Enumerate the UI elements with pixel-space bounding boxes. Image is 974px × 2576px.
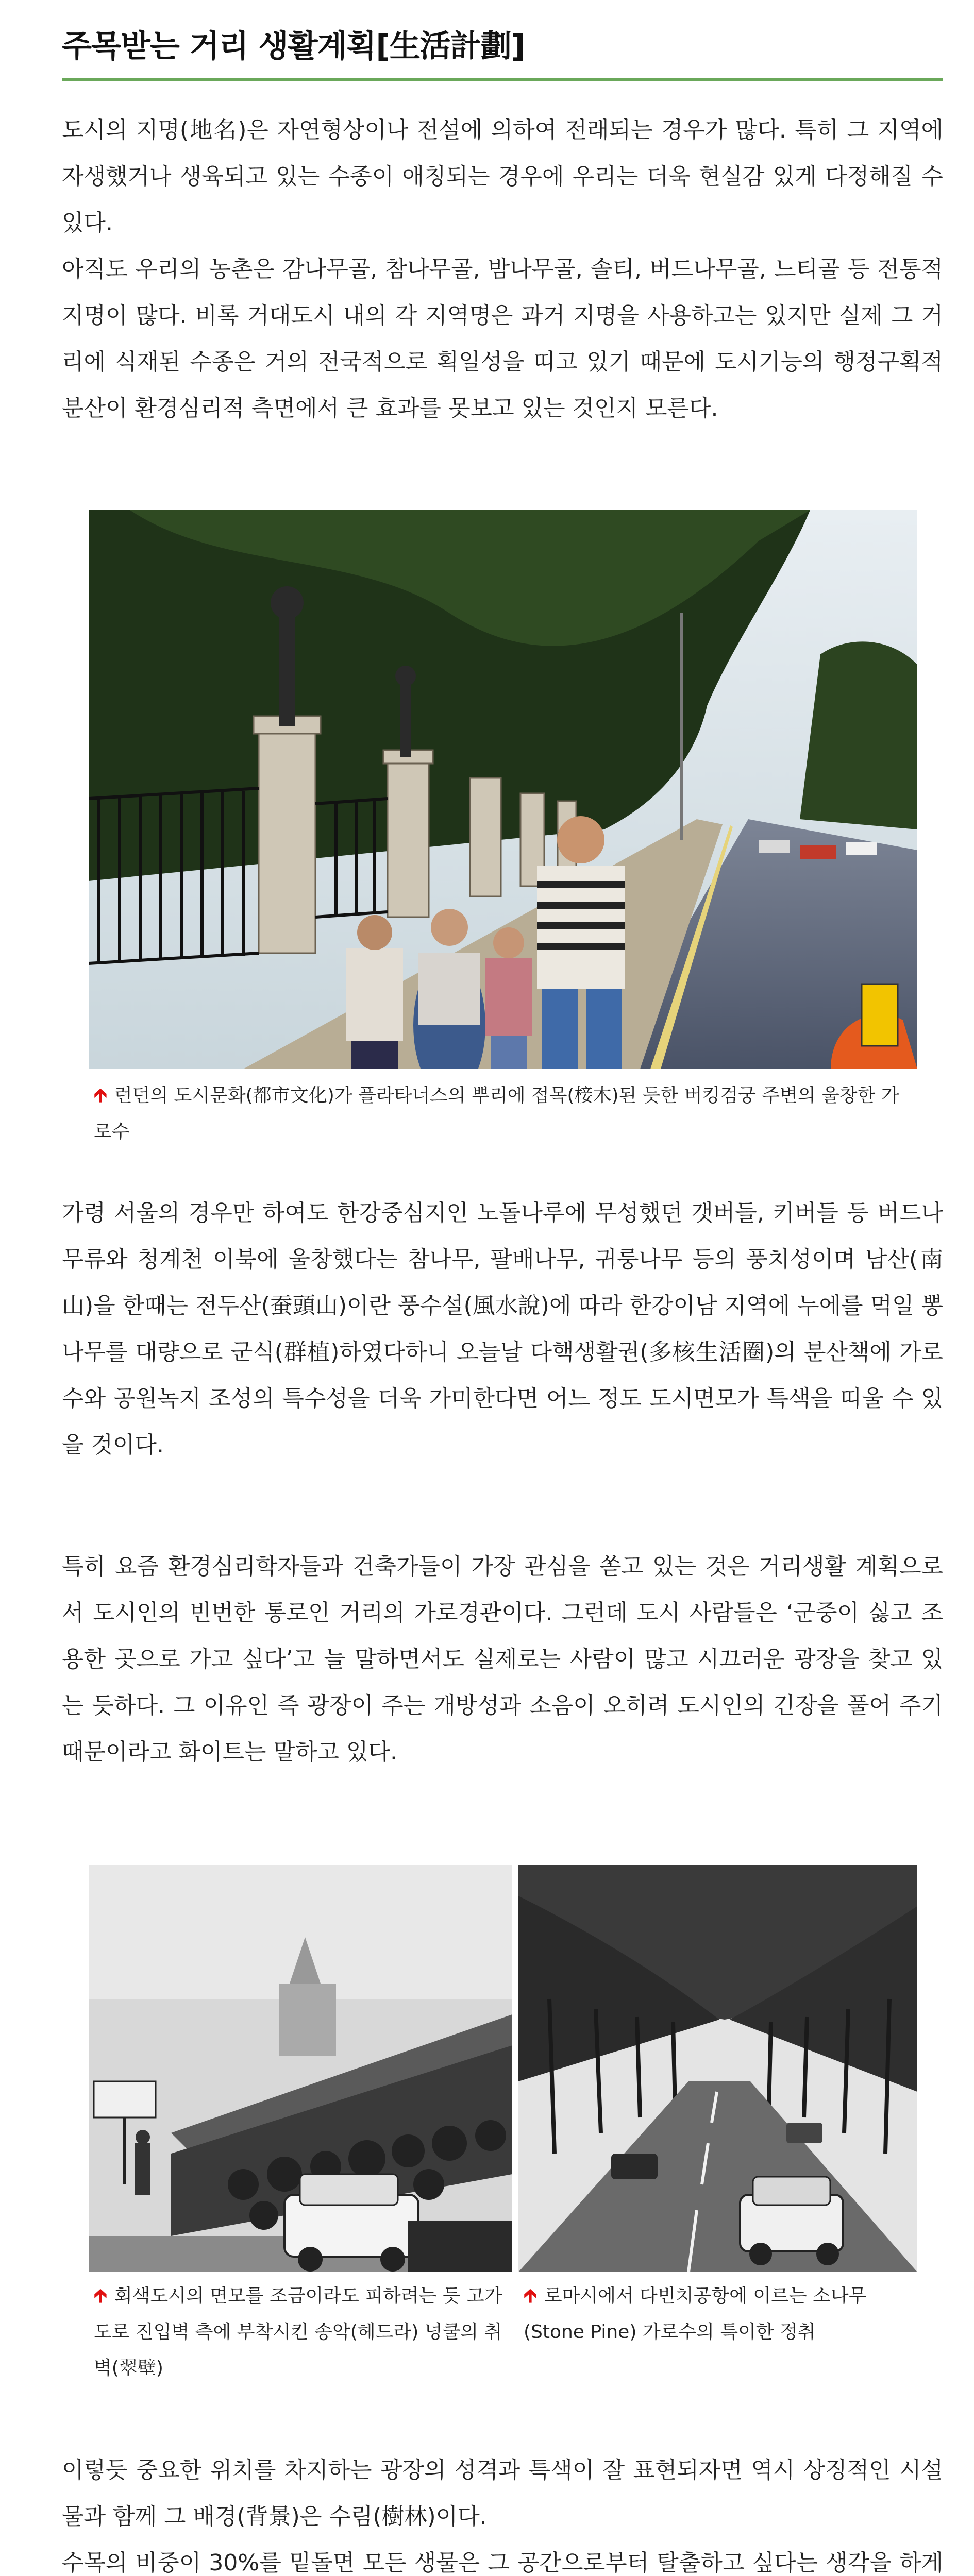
intro-paragraph-1: 도시의 지명(地名)은 자연형상이나 전설에 의하여 전래되는 경우가 많다. 특히 그 지역에 자생했거나 생육되고 있는 수종이 애칭되는 경우에 우리는 더욱 현실감 있게 다정해질 수 있다. [62, 117, 943, 236]
red-up-arrow-icon: 🡱 [94, 2285, 107, 2307]
photo2-caption [94, 2278, 506, 2386]
photo3-caption [524, 2278, 915, 2350]
body-paragraph-2: 특히 요즘 환경심리학자들과 건축가들이 가장 관심을 쏟고 있는 것은 거리생활 계획으로서 도시인의 빈번한 통로인 거리의 가로경관이다. 그런데 도시 사람들은 ‘군중이 싫고 조용한 곳으로 가고 싶다’고 늘 말하면서도 실제로는 사람이 많고 시끄러운 광장을 찾고 있는 듯하다. 그 이유인 즉 광장이 주는 개방성과 소음이 오히려 도시인의 긴장을 풀어 주기 때문이라고 화이트는 말하고 있다. [62, 1553, 943, 1765]
red-up-arrow-icon: 🡱 [94, 1085, 107, 1106]
closing-paragraph-2: 수목의 비중이 30%를 밑돌면 모든 생물은 그 공간으로부터 탈출하고 싶다는 생각을 하게 [62, 2550, 943, 2576]
red-up-arrow-icon: 🡱 [524, 2285, 537, 2307]
photo-elevated-road-ivy-wall [89, 1865, 512, 2272]
article-title: 주목받는 거리 생활계획[生活計劃] [62, 28, 525, 64]
title-divider [62, 78, 943, 81]
photo2-caption-text: 회색도시의 면모를 조금이라도 피하려는 듯 고가도로 진입벽 측에 부착시킨 송악(헤드라) 넝쿨의 취벽(翠壁) [94, 2285, 502, 2379]
photo3-caption-text: 로마시에서 다빈치공항에 이르는 소나무(Stone Pine) 가로수의 특이한 정취 [524, 2285, 867, 2343]
intro-paragraph-2: 아직도 우리의 농촌은 감나무골, 참나무골, 밤나무골, 솔티, 버드나무골, 느티골 등 전통적 지명이 많다. 비록 거대도시 내의 각 지역명은 과거 지명을 사용하고는 있지만 실제 그 거리에 식재된 수종은 거의 전국적으로 획일성을 띠고 있기 때문에 도시기능의 행정구획적 분산이 환경심리적 측면에서 큰 효과를 못보고 있는 것인지 모른다. [62, 256, 943, 421]
photo-london-plane-trees [89, 510, 917, 1069]
photo-rome-stone-pine-avenue [518, 1865, 917, 2272]
closing-paragraph-1: 이렇듯 중요한 위치를 차지하는 광장의 성격과 특색이 잘 표현되자면 역시 상징적인 시설물과 함께 그 배경(背景)은 수림(樹林)이다. [62, 2457, 943, 2530]
body-paragraph-1: 가령 서울의 경우만 하여도 한강중심지인 노돌나루에 무성했던 갯버들, 키버들 등 버드나무류와 청계천 이북에 울창했다는 참나무, 팔배나무, 귀룽나무 등의 풍치성이며 남산(南山)을 한때는 전두산(蚕頭山)이란 풍수설(風水說)에 따라 한강이남 지역에 누에를 먹일 뽕나무를 대량으로 군식(群植)하였다하니 오늘날 다핵생활권(多核生活圈)의 분산책에 가로수와 공원녹지 조성의 특수성을 더욱 가미한다면 어느 정도 도시면모가 특색을 띠울 수 있을 것이다. [62, 1200, 943, 1458]
photo1-caption [94, 1078, 908, 1150]
photo1-caption-text: 런던의 도시문화(都市文化)가 플라타너스의 뿌리에 접목(椄木)된 듯한 버킹검궁 주변의 울창한 가로수 [94, 1085, 899, 1142]
